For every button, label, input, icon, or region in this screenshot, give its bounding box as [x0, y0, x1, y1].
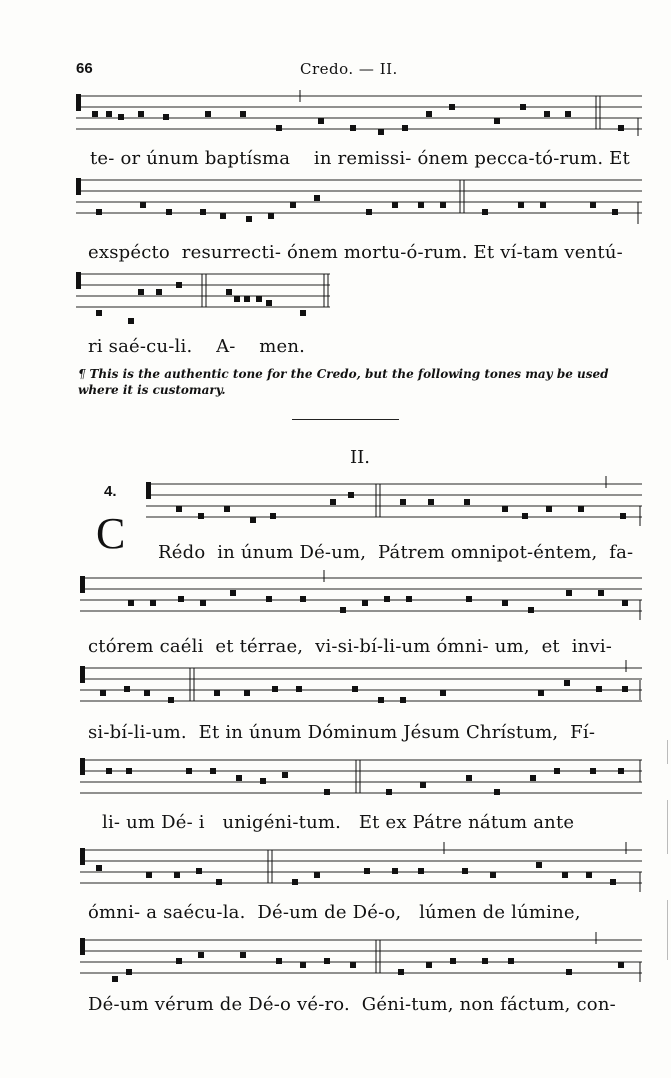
chant-system-3 [0, 266, 671, 356]
lyric-line: li- um Dé- i unigéni-tum. Et ex Pátre nátum ante [102, 812, 575, 833]
chant-system-9 [0, 932, 671, 1032]
page-number: 66 [76, 60, 93, 77]
tone-number: 4. [104, 483, 117, 500]
staff-7 [0, 752, 671, 812]
staff-2 [0, 172, 671, 232]
running-head: Credo. — II. [300, 60, 398, 78]
staff-1 [0, 88, 671, 148]
initial-letter: C [96, 509, 126, 558]
chant-system-6 [0, 660, 671, 750]
chant-system-2 [0, 172, 671, 263]
lyric-line: exspécto resurrecti- ónem mortu-ó-rum. Et ví-tam ventú- [88, 242, 623, 263]
chant-system-8 [0, 842, 671, 932]
staff-8 [0, 842, 671, 902]
lyric-line: ctórem caéli et térrae, vi-si-bí-li-um ómni- um, et invi- [88, 636, 613, 657]
lyric-line: si-bí-li-um. Et in únum Dóminum Jésum Chrístum, Fí- [88, 722, 596, 743]
lyric-line: ri saé-cu-li. A- men. [88, 336, 306, 357]
chant-system-7 [0, 752, 671, 842]
margin-mark [667, 900, 668, 960]
staff-6 [0, 660, 671, 720]
staff-3 [0, 266, 671, 336]
paragraph-mark: ¶ [78, 367, 86, 381]
lyric-line: Dé-um vérum de Dé-o vé-ro. Géni-tum, non fáctum, con- [88, 994, 616, 1015]
staff-4 [0, 476, 671, 536]
rubric-text: This is the authentic tone for the Credo, but the following tones may be used where it is customary. [78, 367, 609, 397]
margin-mark [667, 740, 668, 764]
section-title: II. [350, 447, 370, 468]
chant-system-1 [0, 88, 671, 168]
lyric-line: ómni- a saécu-la. Dé-um de Dé-o, lúmen de lúmine, [88, 902, 581, 923]
lyric-line: Rédo in únum Dé-um, Pátrem omnipot-éntem, fa- [158, 542, 634, 563]
page-header [0, 60, 671, 84]
margin-mark [667, 800, 668, 854]
chant-system-5 [0, 570, 671, 660]
rubric-note [78, 366, 648, 398]
staff-9 [0, 932, 671, 1002]
lyric-line: te- or únum baptísma in remissi- ónem pecca-tó-rum. Et [90, 148, 630, 169]
staff-5 [0, 570, 671, 630]
chant-system-4 [0, 476, 671, 566]
section-divider [292, 419, 399, 420]
